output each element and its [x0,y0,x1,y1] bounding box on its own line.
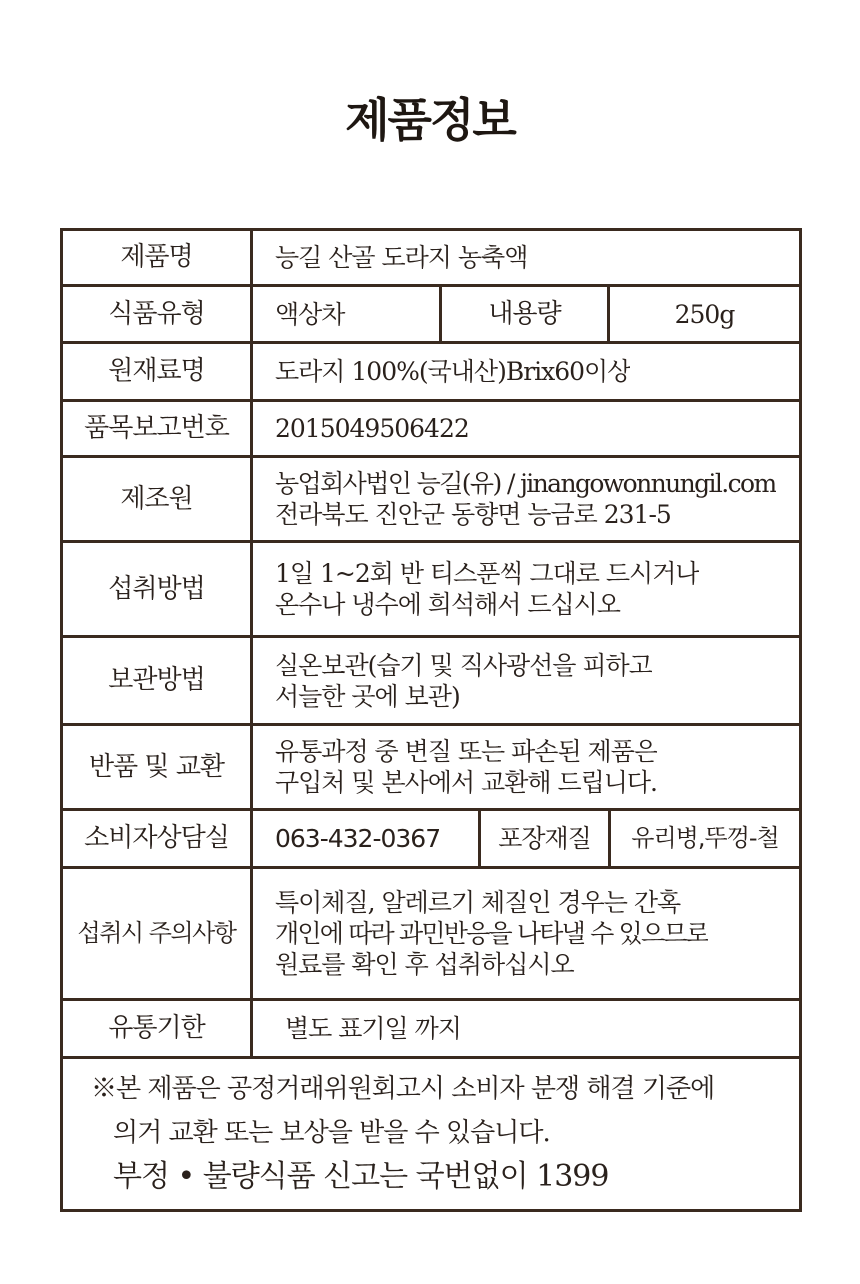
label-caution: 섭취시 주의사항 [63,869,253,998]
row-caution [63,869,799,1001]
label-ingredients: 원재료명 [63,344,253,399]
row-ingredients [63,344,799,402]
notice-line3: 부정 • 불량식품 신고는 국번없이 1399 [113,1159,609,1194]
row-returns [63,726,799,811]
notice-line2: 의거 교환 또는 보상을 받을 수 있습니다. [113,1118,550,1148]
label-food-type: 식품유형 [63,287,253,341]
notice-line1: ※본 제품은 공정거래위원회고시 소비자 분쟁 해결 기준에 [91,1074,715,1104]
product-info-table [60,228,802,1212]
page-title: 제품정보 [345,93,515,147]
label-intake: 섭취방법 [63,543,253,635]
label-storage: 보관방법 [63,638,253,723]
intake-line1: 1일 1~2회 반 티스푼씩 그대로 드시거나 [275,559,699,588]
value-intake [253,543,699,635]
value-report-no: 2015049506422 [275,414,469,443]
value-packaging: 유리병,뚜껑-철 [631,824,779,852]
returns-line2: 구입처 및 본사에서 교환해 드립니다. [275,768,657,797]
manufacturer-line1: 농업회사법인 능길(유) / jinangowonnungil.com [275,469,776,498]
row-storage [63,638,799,726]
label-product-name: 제품명 [63,231,253,284]
storage-line2: 서늘한 곳에 보관) [275,681,460,711]
caution-line2: 개인에 따라 과민반응을 나타낼 수 있으므로 [275,919,709,948]
label-expiry: 유통기한 [63,1001,253,1056]
value-volume: 250g [674,299,735,329]
storage-line1: 실온보관(습기 및 직사광선을 피하고 [275,650,652,680]
label-volume: 내용량 [442,287,610,341]
value-returns [253,726,657,808]
row-product-name [63,231,799,287]
intake-line2: 온수나 냉수에 희석해서 드십시오 [275,590,620,619]
value-consumer-phone: 063-432-0367 [253,811,481,866]
value-caution [253,869,708,998]
label-consumer: 소비자상담실 [63,811,253,866]
manufacturer-line2: 전라북도 진안군 동향면 능금로 231-5 [275,500,671,529]
row-consumer [63,811,799,869]
returns-line1: 유통과정 중 변질 또는 파손된 제품은 [275,737,657,766]
label-returns: 반품 및 교환 [63,726,253,808]
row-manufacturer [63,458,799,543]
value-ingredients: 도라지 100%(국내산)Brix60이상 [275,357,631,386]
value-expiry: 별도 표기일 까지 [285,1014,461,1043]
value-product-name: 능길 산골 도라지 농축액 [275,243,528,272]
notice [63,1059,799,1209]
caution-line1: 특이체질, 알레르기 체질인 경우는 간혹 [275,888,681,917]
value-storage [253,638,652,723]
row-intake [63,543,799,638]
value-manufacturer [253,458,776,540]
value-food-type: 액상차 [253,287,442,341]
row-report-no [63,402,799,458]
label-report-no: 품목보고번호 [63,402,253,455]
label-manufacturer: 제조원 [63,458,253,540]
label-packaging: 포장재질 [481,811,611,866]
row-expiry [63,1001,799,1059]
row-food-type [63,287,799,344]
caution-line3: 원료를 확인 후 섭취하십시오 [275,950,574,979]
